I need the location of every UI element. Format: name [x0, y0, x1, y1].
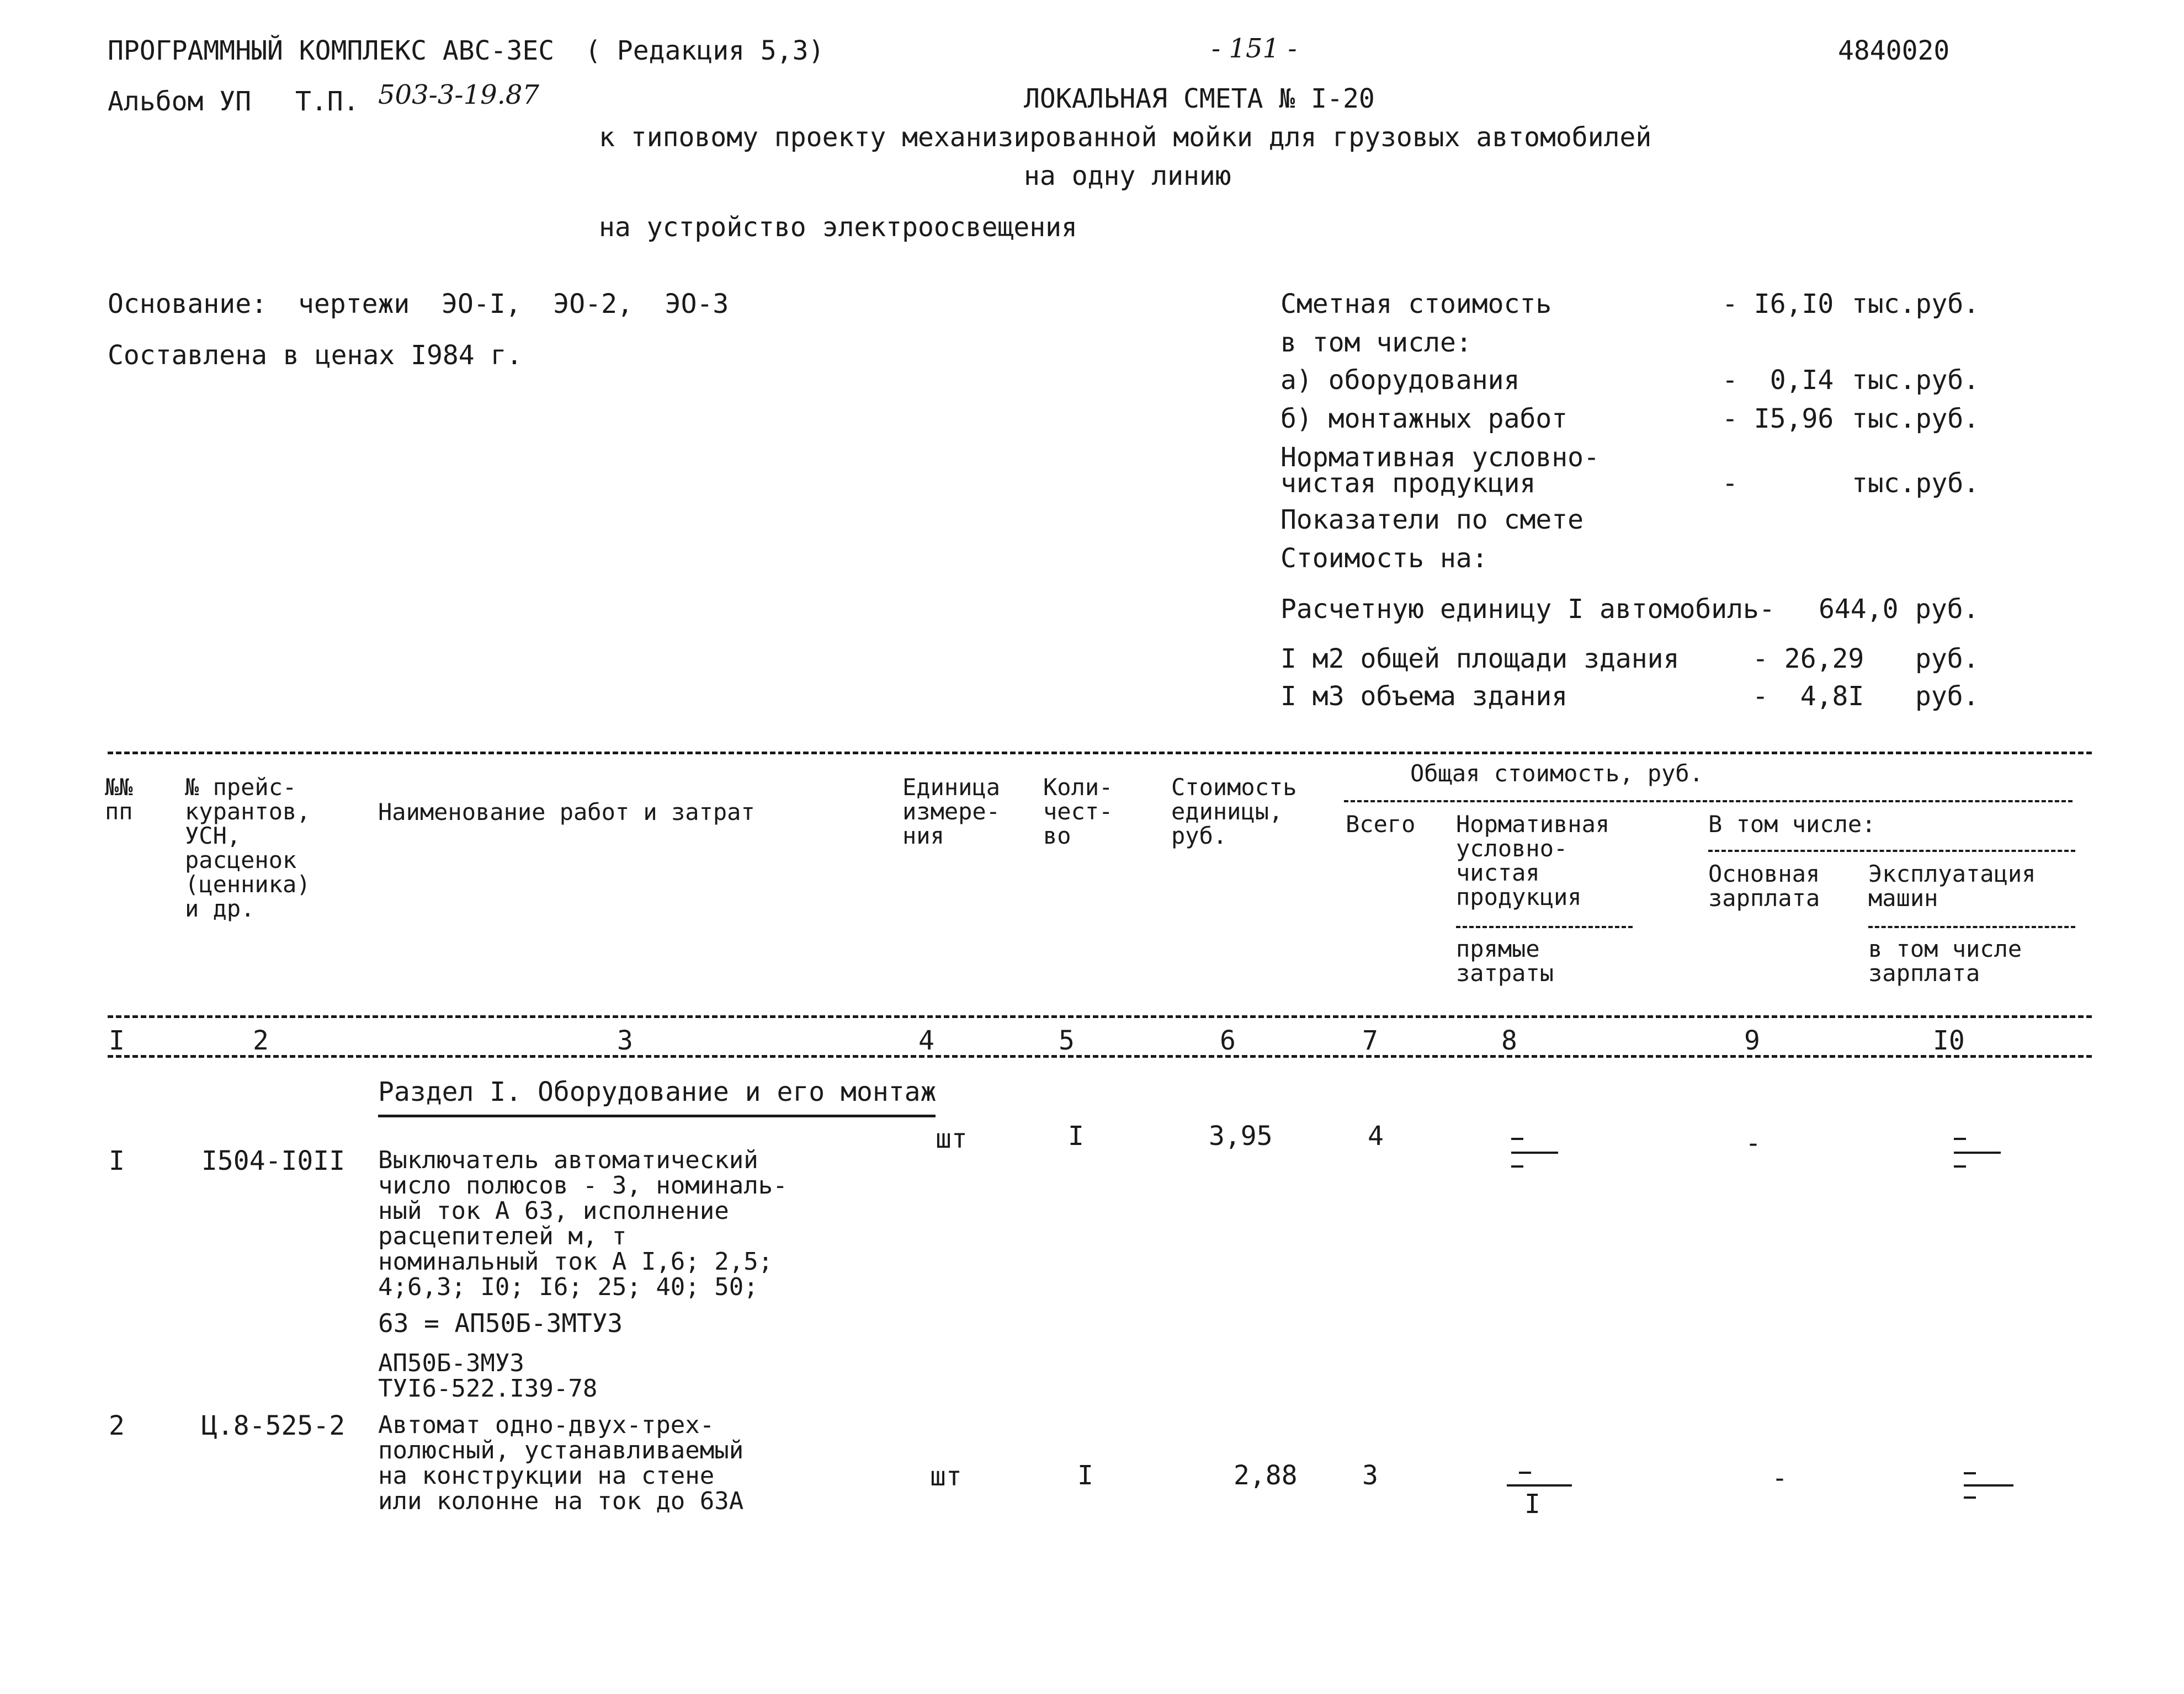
row-name: Выключатель автоматический число полюсов - 3, номиналь- ный ток А 63, исполнение расцепителей м, т номинальный ток А I,6; 2,5; 4;6,3; I0; I6; 25; 40; 50; [378, 1146, 788, 1301]
per-m3-unit: руб. [1915, 681, 1979, 712]
basis-label: Основание: [108, 289, 267, 319]
page-number: - 151 - [1211, 33, 1297, 64]
header-col-4: Единица измере- ния [902, 774, 1001, 849]
album-label: Альбом УП [108, 86, 252, 117]
equipment-value: - 0,I4 [1722, 365, 1834, 396]
row-name-spec: АП50Б-3МУ3 ТУI6-522.I39-78 [378, 1349, 598, 1403]
col-number-4: 4 [918, 1025, 934, 1056]
section-title-underline [378, 1115, 936, 1117]
basis-drawings: чертежи ЭО-I, ЭО-2, ЭО-3 [298, 289, 729, 319]
estimate-purpose: на устройство электроосвещения [599, 212, 1077, 243]
col-number-9: 9 [1744, 1025, 1760, 1056]
per-m2-value: - 26,29 [1752, 643, 1864, 674]
cost-label: Сметная стоимость [1280, 289, 1552, 319]
equipment-label: а) оборудования [1280, 365, 1520, 396]
row-col9: - [1745, 1128, 1761, 1159]
row-col8-bottom: I [1524, 1489, 1540, 1520]
row-number: 2 [109, 1410, 125, 1441]
col-number-1: I [109, 1025, 125, 1056]
cost-value: - I6,I0 [1722, 289, 1834, 319]
row-total: 4 [1368, 1121, 1384, 1152]
per-m3-value: - 4,8I [1752, 681, 1864, 712]
header-col-1: №№ пп [105, 774, 133, 825]
col-number-8: 8 [1501, 1025, 1517, 1056]
per-m3-label: I м3 объема здания [1280, 681, 1568, 712]
estimate-subtitle-2: на одну линию [1024, 161, 1231, 191]
prices-note: Составлена в ценах I984 г. [108, 340, 523, 371]
normative-label-2: чистая продукция [1280, 468, 1536, 499]
row-unit: шт [936, 1123, 968, 1154]
col-number-7: 7 [1362, 1025, 1378, 1056]
edition: ( Редакция 5,3) [585, 35, 825, 66]
header-col-10-top: Эксплуатация машин [1868, 860, 2036, 912]
cost-unit: тыс.руб. [1852, 289, 1980, 319]
normative-label-1: Нормативная условно- [1280, 442, 1600, 473]
header-total-group: Общая стоимость, руб. [1410, 760, 1704, 787]
header-col-5: Коли- чест- во [1043, 774, 1113, 849]
header-col-9: Основная зарплата [1708, 860, 1820, 912]
row-quantity: I [1077, 1460, 1093, 1491]
header-col-8-bottom: прямые затраты [1456, 935, 1554, 987]
row-total: 3 [1362, 1460, 1378, 1491]
col-number-3: 3 [617, 1025, 633, 1056]
header-col-6: Стоимость единицы, руб. [1171, 774, 1297, 849]
per-m2-unit: руб. [1915, 643, 1979, 674]
row-code: Ц.8-525-2 [201, 1410, 346, 1441]
row-unit-price: 3,95 [1209, 1121, 1273, 1152]
normative-unit: тыс.руб. [1852, 468, 1980, 499]
col-number-2: 2 [253, 1025, 269, 1056]
row-name-model: 63 = АП50Б-3МТУ3 [378, 1308, 623, 1338]
equipment-unit: тыс.руб. [1852, 365, 1980, 396]
header-col-8-top: Нормативная условно- чистая продукция [1456, 811, 1610, 910]
row-quantity: I [1068, 1121, 1084, 1152]
row-code: I504-I0II [201, 1146, 346, 1176]
header-col-7: Всего [1346, 811, 1416, 838]
col-number-10: I0 [1933, 1025, 1965, 1056]
header-col-2: № прейс- курантов, УСН, расценок (ценника) и др. [185, 774, 311, 922]
row-unit-price: 2,88 [1234, 1460, 1298, 1491]
row-col9: - [1772, 1463, 1788, 1494]
per-m2-label: I м2 общей площади здания [1280, 643, 1680, 674]
including-label: в том числе: [1280, 327, 1472, 358]
indicators-label: Показатели по смете [1280, 504, 1584, 535]
cost-per-label: Стоимость на: [1280, 543, 1488, 574]
program-name: ПРОГРАММНЫЙ КОМПЛЕКС АВС-3ЕС [108, 35, 555, 66]
section-title: Раздел I. Оборудование и его монтаж [378, 1077, 937, 1107]
header-col-3: Наименование работ и затрат [378, 798, 755, 825]
including-group-rule [1708, 850, 2075, 852]
header-including-group: В том числе: [1708, 811, 1876, 838]
column-numbers-rule [108, 1055, 2092, 1058]
total-group-rule [1344, 800, 2073, 802]
estimate-title: ЛОКАЛЬНАЯ СМЕТА № I-20 [1024, 83, 1375, 114]
per-unit-unit: руб. [1915, 594, 1979, 625]
per-unit-label: Расчетную единицу I автомобиль- [1280, 594, 1775, 625]
normative-value: - [1722, 468, 1738, 499]
row-name: Автомат одно-двух-трех- полюсный, устанавливаемый на конструкции на стене или колонне на ток до 63А [378, 1411, 744, 1515]
col-8-split-rule [1456, 926, 1633, 928]
row-unit: шт [930, 1461, 962, 1492]
estimate-subtitle-1: к типовому проекту механизированной мойки для грузовых автомобилей [599, 122, 1652, 153]
tp-number: 503-3-19.87 [378, 79, 540, 110]
document-code: 4840020 [1838, 35, 1950, 66]
installation-value: - I5,96 [1722, 403, 1834, 434]
tp-label: Т.П. [295, 86, 359, 117]
table-top-rule [108, 752, 2092, 754]
row-number: I [109, 1146, 125, 1176]
col-10-split-rule [1868, 926, 2075, 928]
col-number-6: 6 [1220, 1025, 1236, 1056]
per-unit-value: 644,0 [1819, 594, 1899, 625]
col-number-5: 5 [1059, 1025, 1075, 1056]
header-bottom-rule [108, 1015, 2092, 1018]
header-col-10-bottom: в том числе зарплата [1868, 935, 2022, 987]
installation-label: б) монтажных работ [1280, 403, 1568, 434]
installation-unit: тыс.руб. [1852, 403, 1980, 434]
